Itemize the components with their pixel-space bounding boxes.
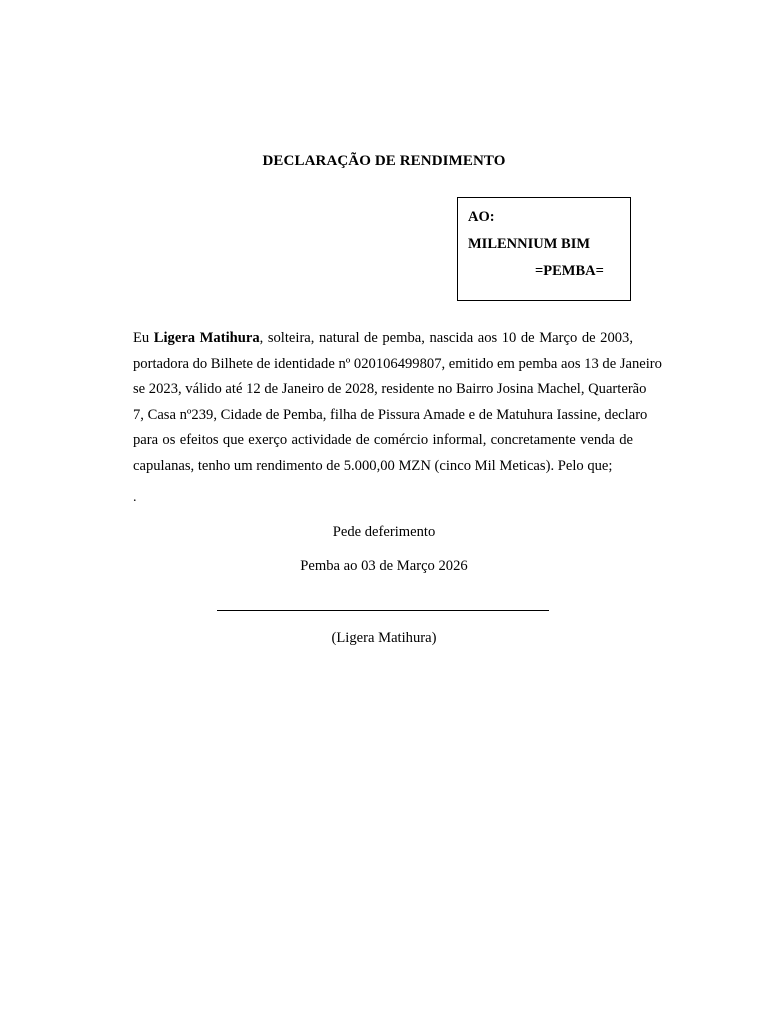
addressee-bank: MILENNIUM BIM [468, 236, 591, 252]
place-date: Pemba ao 03 de Março 2026 [300, 558, 468, 574]
body-line-6: capulanas, tenho um rendimento de 5.000,00 MZN (cinco Mil Meticas). Pelo que; [133, 457, 613, 474]
addressee-city: =PEMBA= [535, 263, 604, 279]
body-line-1-rest: , solteira, natural de pemba, nascida aos 10 de Março de 2003, [259, 330, 633, 346]
closing-text: Pede deferimento [332, 524, 436, 540]
stray-dot: . [133, 490, 137, 505]
declaration-body [133, 326, 662, 480]
declarant-name: Ligera Matihura [153, 330, 260, 346]
body-line-3: se 2023, válido até 12 de Janeiro de 2028, residente no Bairro Josina Machel, Quarterão [133, 381, 647, 398]
body-line-2: portadora do Bilhete de identidade nº 020106499807, emitido em pemba aos 13 de Janeiro [133, 355, 662, 372]
addressee-box [457, 197, 631, 301]
body-line-4: 7, Casa nº239, Cidade de Pemba, filha de Pissura Amade e de Matuhura Iassine, declaro [133, 406, 648, 423]
document-title: DECLARAÇÃO DE RENDIMENTO [262, 153, 506, 169]
signature-line [217, 610, 549, 611]
body-line-1 [133, 326, 633, 352]
addressee-label: AO: [468, 209, 495, 225]
body-line-5: para os efeitos que exerço actividade de comércio informal, concretamente venda de [133, 432, 633, 449]
signature-name: (Ligera Matihura) [331, 630, 437, 646]
body-prefix: Eu [133, 330, 154, 346]
